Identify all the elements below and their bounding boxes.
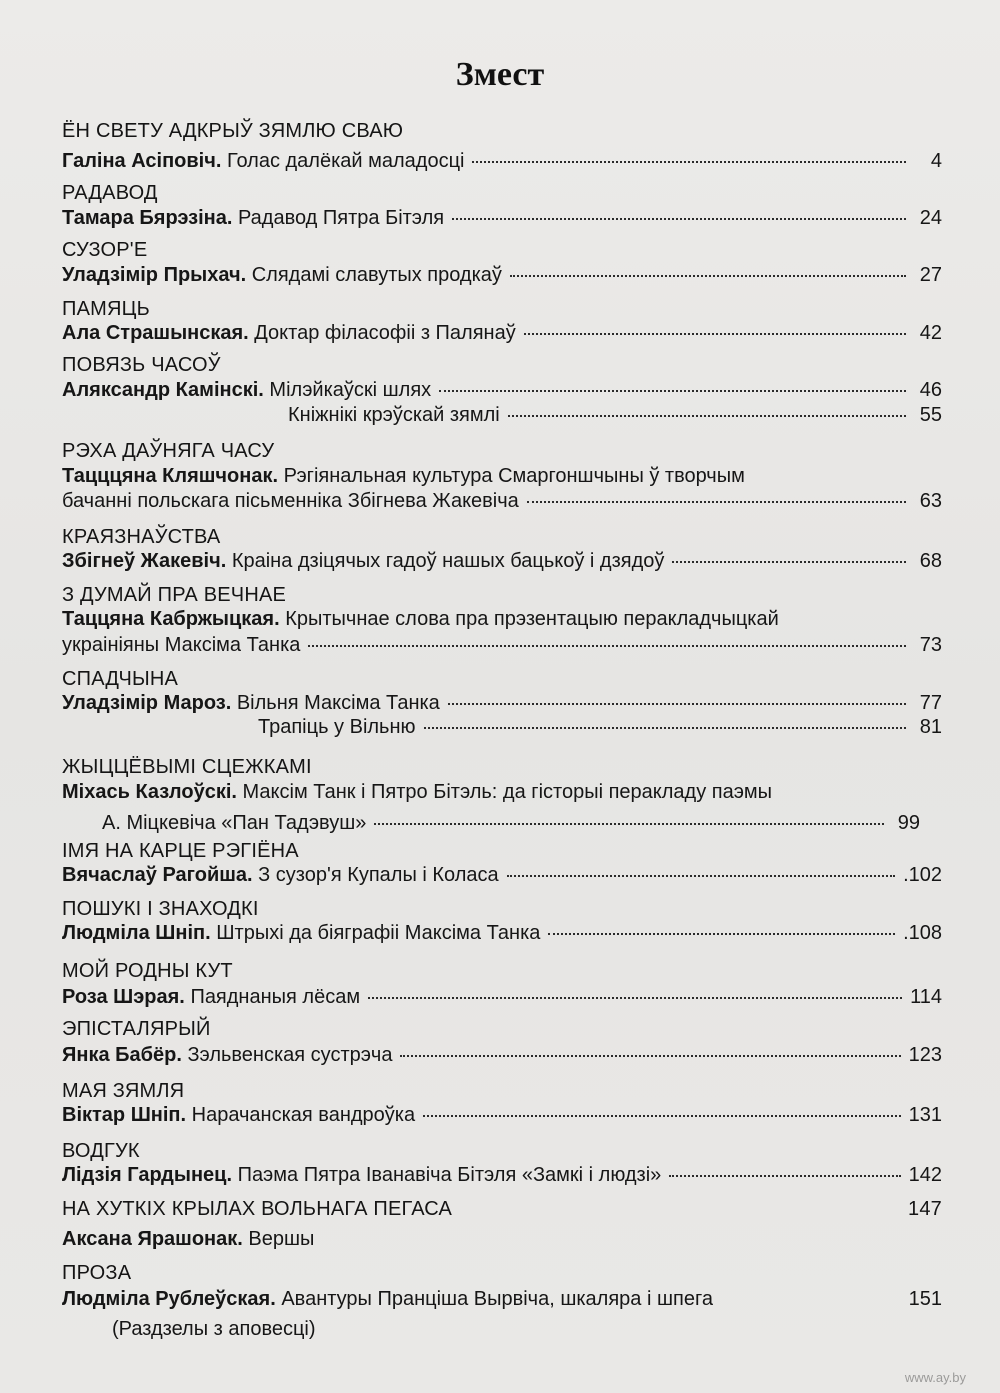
entry-author: Уладзімір Мароз. [62,692,232,714]
toc-entry [62,377,942,403]
section-heading: ЖЫЦЦЁВЫМІ СЦЕЖКАМІ [62,756,312,778]
dot-leader [527,501,906,503]
dot-leader [508,415,906,417]
entry-author: Збігнеў Жакевіч. [62,550,227,572]
entry-author: Міхась Казлоўскі. [62,781,237,803]
entry-title: Кніжнікі крэўскай зямлі [288,404,500,426]
entry-title: Трапіць у Вільню [258,716,416,738]
toc-entry [62,1286,942,1312]
entry-page: .108 [903,922,942,944]
section-heading: МОЙ РОДНЫ КУТ [62,960,233,982]
entry-title: Паяднаныя лёсам [190,986,361,1008]
toc-entry [62,148,942,174]
watermark: www.ay.by [904,1370,966,1385]
entry-author: Ала Страшынская. [62,322,249,344]
section-heading: МАЯ ЗЯМЛЯ [62,1080,185,1102]
page-title: Змест [455,56,545,93]
entry-title: Доктар філасофіі з Палянаў [254,322,516,344]
toc-entry-continuation [112,1316,942,1342]
section-heading: КРАЯЗНАЎСТВА [62,526,221,548]
section-heading: ВОДГУК [62,1140,140,1162]
dot-leader [439,390,906,392]
dot-leader [368,997,902,999]
entry-page: 81 [919,716,942,738]
entry-author: Аксана Ярашонак. [62,1228,243,1250]
entry-title: Мілэйкаўскі шлях [269,379,432,401]
section-heading: ІМЯ НА КАРЦЕ РЭГІЁНА [62,840,299,862]
dot-leader [472,161,906,163]
toc-entry [62,1102,942,1128]
section-heading: ПРОЗА [62,1262,132,1284]
entry-author: Тацццяна Кляшчонак. [62,465,279,487]
toc-entry [288,402,942,428]
section-heading: ЁН СВЕТУ АДКРЫЎ ЗЯМЛЮ СВАЮ [62,120,404,142]
toc-entry-continuation [62,488,942,514]
section-heading: ПОШУКІ І ЗНАХОДКІ [62,898,259,920]
entry-title: Нарачанская вандроўка [191,1104,416,1126]
entry-title: Штрыхі да біяграфіі Максіма Танка [216,922,541,944]
entry-title: Крытычнае слова пра прэзентацыю перакладчыцкай [285,608,779,630]
toc-entry [62,984,942,1010]
dot-leader [424,727,906,729]
toc-entry [258,714,942,740]
section-heading: РЭХА ДАЎНЯГА ЧАСУ [62,440,275,462]
entry-title: А. Міцкевіча «Пан Тадэвуш» [102,812,367,834]
toc-entry [62,1042,942,1068]
section-heading: ПОВЯЗЬ ЧАСОЎ [62,354,221,376]
entry-title: Радавод Пятра Бітэля [238,207,445,229]
dot-leader [448,703,906,705]
entry-page: 4 [930,150,942,172]
toc-entry [62,1226,942,1252]
entry-title: украініяны Максіма Танка [62,634,301,656]
entry-author: Віктар Шніп. [62,1104,187,1126]
entry-title: Зэльвенская сустрэча [187,1044,393,1066]
toc-entry [62,779,942,805]
entry-title: Голас далёкай маладосці [226,150,465,172]
entry-page: 123 [908,1044,942,1066]
entry-title: Паэма Пятра Іванавіча Бітэля «Замкі і людзі» [237,1164,662,1186]
toc-entry-continuation [102,810,920,836]
dot-leader [460,1209,900,1211]
toc-entry [62,1196,942,1222]
entry-title: (Раздзелы з аповесці) [112,1318,316,1340]
section-heading: РАДАВОД [62,182,158,204]
entry-page: 142 [908,1164,942,1186]
entry-page: 114 [910,986,942,1008]
entry-page: 24 [919,207,942,229]
dot-leader [669,1175,900,1177]
entry-title: Вершы [248,1228,315,1250]
toc-entry [62,262,942,288]
entry-author: Людміла Рублеўская. [62,1288,276,1310]
entry-author: Роза Шэрая. [62,986,185,1008]
entry-author: Таццяна Кабржыцкая. [62,608,280,630]
entry-page: 73 [919,634,942,656]
entry-page: 63 [919,490,942,512]
dot-leader [308,645,906,647]
entry-page: 131 [908,1104,942,1126]
entry-title: З сузор'я Купалы і Коласа [258,864,499,886]
entry-page: 42 [919,322,942,344]
entry-author: Тамара Бярэзіна. [62,207,233,229]
dot-leader [672,561,906,563]
toc-entry-continuation [62,632,942,658]
entry-author: Янка Бабёр. [62,1044,182,1066]
toc-entry [62,920,942,946]
dot-leader [721,1299,901,1301]
dot-leader [400,1055,900,1057]
toc-entry [62,548,942,574]
entry-author: Лідзія Гардынец. [62,1164,232,1186]
entry-title: Авантуры Пранціша Вырвіча, шкаляра і шпега [281,1288,713,1310]
entry-title: Рэгіянальная культура Смаргоншчыны ў творчым [283,465,745,487]
entry-title: бачанні польскага пісьменніка Збігнева Жакевіча [62,490,519,512]
section-heading: СУЗОР'Е [62,239,148,261]
section-heading: ЭПІСТАЛЯРЫЙ [62,1018,211,1040]
section-heading: СПАДЧЫНА [62,668,179,690]
entry-page: 147 [908,1198,942,1220]
toc-entry [62,690,942,716]
toc-entry [62,205,942,231]
entry-title: Краіна дзіцячых гадоў нашых бацькоў і дзядоў [231,550,665,572]
section-heading: З ДУМАЙ ПРА ВЕЧНАЕ [62,584,287,606]
entry-page: 99 [897,812,920,834]
toc-entry [62,606,942,632]
entry-page: .102 [903,864,942,886]
entry-author: Аляксандр Камінскі. [62,379,264,401]
entry-author: Вячаслаў Рагойша. [62,864,253,886]
dot-leader [423,1115,901,1117]
dot-leader [548,933,895,935]
entry-title: Максім Танк і Пятро Бітэль: да гісторыі перакладу паэмы [242,781,773,803]
section-heading: ПАМЯЦЬ [62,298,150,320]
dot-leader [507,875,895,877]
toc-entry [62,320,942,346]
entry-page: 27 [919,264,942,286]
entry-page: 68 [919,550,942,572]
dot-leader [524,333,906,335]
toc-entry [62,463,942,489]
entry-page: 151 [908,1288,942,1310]
toc-entry [62,862,942,888]
section-heading: НА ХУТКІХ КРЫЛАХ ВОЛЬНАГА ПЕГАСА [62,1198,453,1220]
dot-leader [452,218,906,220]
entry-author: Галіна Асіповіч. [62,150,222,172]
entry-author: Уладзімір Прыхач. [62,264,247,286]
toc-entry [62,1162,942,1188]
entry-title: Слядамі славутых продкаў [251,264,502,286]
entry-page: 77 [919,692,942,714]
dot-leader [510,275,906,277]
dot-leader [374,823,884,825]
entry-page: 55 [919,404,942,426]
entry-title: Вільня Максіма Танка [236,692,440,714]
entry-author: Людміла Шніп. [62,922,211,944]
entry-page: 46 [919,379,942,401]
